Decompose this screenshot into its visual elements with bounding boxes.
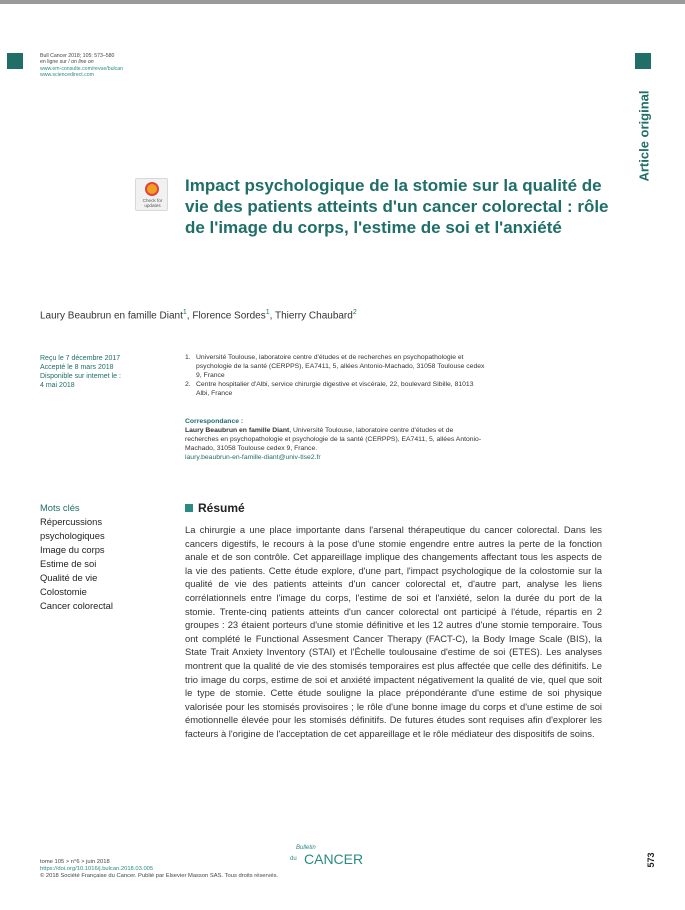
affiliation-item (185, 380, 485, 398)
keyword-item: Estime de soi (40, 558, 97, 569)
author-name: Laury Beaubrun en famille Diant (40, 310, 183, 322)
footer-info (40, 859, 278, 880)
page-number-text: 573 (646, 852, 656, 868)
page-number (644, 850, 658, 870)
online-italic: on line on (71, 59, 94, 66)
affiliation-item (185, 353, 485, 380)
date-received: Reçu le 7 décembre 2017 (40, 355, 121, 362)
affiliation-number: 1. (185, 354, 191, 361)
check-for-updates-badge[interactable] (135, 178, 168, 211)
author-name: Florence Sordes (192, 310, 266, 322)
footer-copyright: © 2018 Société Française du Cancer. Publié par Elsevier Masson SAS. Tous droits réservés. (40, 873, 279, 879)
keywords (40, 501, 113, 613)
author-affiliation-ref[interactable]: 2 (352, 309, 357, 316)
affiliation-text: Université Toulouse, laboratoire centre d'études et de recherches en psychopathologie et psychologie de la santé (CERPPS), EA7411, 5, allées Antonio-Machado, 31058 Toulouse cedex 9, France (196, 354, 485, 379)
correspondence-body (185, 426, 485, 453)
badge-text: Check for updates (142, 198, 163, 208)
top-rule (0, 0, 685, 4)
authors (40, 309, 357, 321)
keywords-header: Mots clés (40, 502, 80, 513)
side-label-text: Article original (636, 90, 652, 182)
date-accepted: Accepté le 8 mars 2018 (40, 364, 114, 371)
keyword-item: Répercussions (40, 516, 103, 527)
section-marker-icon (185, 504, 193, 512)
journal-url-emconsulte[interactable]: www.em-consulte.com/revue/bulcan (40, 65, 124, 72)
logo-word-du: du (290, 856, 297, 862)
bulletin-du-cancer-logo (282, 845, 372, 871)
journal-meta (40, 53, 123, 79)
check-for-updates-icon (145, 182, 159, 196)
logo-word-cancer: CANCER (304, 851, 364, 867)
logo-word-bulletin: Bulletin (296, 845, 316, 851)
affiliations (185, 353, 485, 398)
journal-citation: Bull Cancer 2018; 105: 573–580 (40, 53, 115, 59)
abstract-body: La chirurgie a une place importante dans l'arsenal thérapeutique du cancer colorectal. Dans les cancers digestifs, le recours à la pose d'une stomie engendre entre autres la perte de la fonction anale et de son contrôle. Cet appareillage implique des changements affectant tous les aspects de la vie des patients. Cette étude explore, d'une part, l'impact psychologique de la colostomie sur la qualité de vie des patients atteints d'un cancer colorectal et, d'autre part, analyse les liens corrélationnels entre l'image du corps, l'estime de soi et l'anxiété, selon la durée du port de la stomie. Trente-cinq patients atteints d'un cancer colorectal ont participé à l'étude, répartis en 2 groupes : 23 étaient porteurs d'une stomie définitive et les 12 autres d'une stomie temporaire. Tous ont complété le Functional Assesment Cancer Therapy (FACT-C), la Body Image Scale (BIS), la State Trait Anxiety Inventory (STAI) et l'Échelle toulousaine d'estime de soi (ETES). Les analyses montrent que la qualité de vie des stomisés temporaires est plus affectée que celle des définitifs. Le trio image du corps, estime de soi et anxiété impactent négativement la qualité de vie, quel que soit le type de stomie. Cette étude souligne la place prépondérante d'une estime de soi physique valorisée pour les stomisés provisoires ; le rôle d'une bonne image du corps et d'une estime de soi émotionnelle élevée pour les stomisés définitifs. De futures études sont requises afin d'explorer les facteurs à l'origine de l'acceptation de cet appareillage et le rôle médiateur des dispositifs de soins. (185, 524, 602, 739)
journal-url-sciencedirect[interactable]: www.sciencedirect.com (40, 72, 94, 79)
correspondence-address: , Université Toulouse, laboratoire centre d'études et de recherches en psychopathologie et psychologie de la santé (CERPPS), EA7411, 5, allées Antonio-Machado, 31058 Toulouse cedex 9, France. (185, 427, 482, 452)
abstract-heading-text: Résumé (198, 501, 245, 515)
keyword-item: Image du corps (40, 544, 105, 555)
author-affiliation-ref[interactable]: 1 (265, 309, 270, 316)
author-separator: , (269, 310, 276, 322)
author-affiliation-ref[interactable]: 1 (182, 309, 187, 316)
footer-issue: tome 105 > n°6 > juin 2018 (40, 859, 110, 865)
keyword-item: psychologiques (40, 530, 105, 541)
keyword-item: Qualité de vie (40, 572, 98, 583)
correspondence (185, 417, 485, 462)
article-dates (40, 354, 170, 390)
affiliation-text: Centre hospitalier d'Albi, service chirurgie digestive et viscérale, 22, boulevard Sibille, 81013 Albi, France (196, 381, 474, 397)
author-separator: , (186, 310, 193, 322)
date-online: 4 mai 2018 (40, 382, 75, 389)
correspondence-header: Correspondance : (185, 418, 244, 425)
author-name: Thierry Chaubard (275, 310, 353, 322)
date-online-label: Disponible sur internet le : (40, 373, 121, 380)
abstract-heading (185, 501, 245, 515)
correspondence-name: Laury Beaubrun en famille Diant (185, 427, 290, 434)
corner-square-left (7, 53, 23, 69)
keyword-item: Colostomie (40, 586, 87, 597)
footer-doi-link[interactable]: https://doi.org/10.1016/j.bulcan.2018.03.005 (40, 866, 154, 872)
correspondence-email[interactable]: laury.beaubrun-en-famille-diant@univ-tlse2.fr (185, 454, 321, 461)
corner-square-right (635, 53, 651, 69)
keyword-item: Cancer colorectal (40, 600, 113, 611)
side-label (629, 88, 659, 184)
article-title: Impact psychologique de la stomie sur la qualité de vie des patients atteints d'un cancer colorectal : rôle de l'image du corps, l'estime de soi et l'anxiété (185, 176, 609, 237)
online-prefix: en ligne sur / (40, 59, 72, 66)
affiliation-number: 2. (185, 381, 191, 388)
